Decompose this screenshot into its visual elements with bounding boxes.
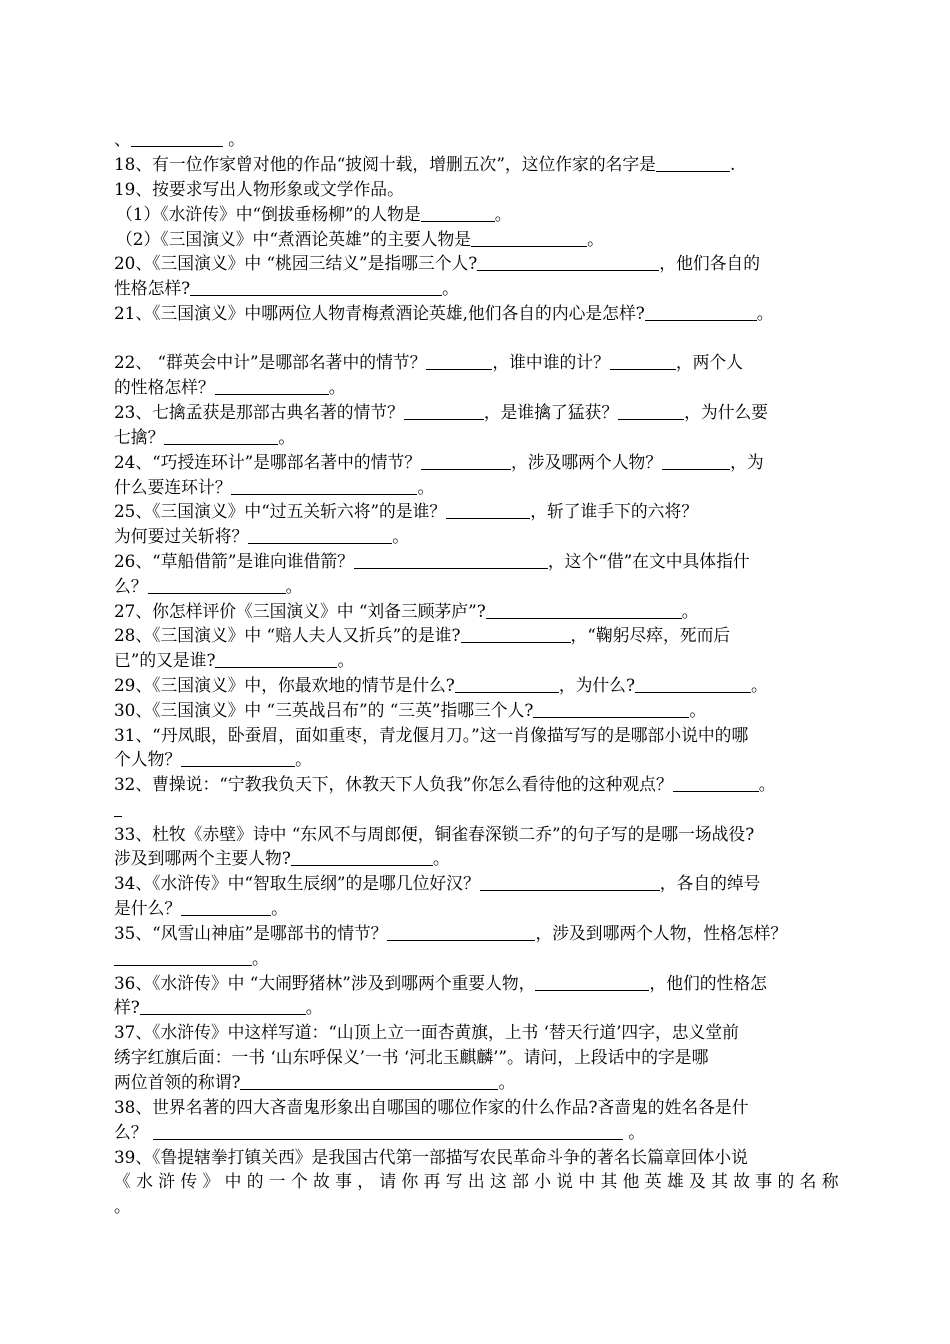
question-text: 19、按要求写出人物形象或文学作品。 bbox=[114, 179, 404, 199]
question-text: 。 bbox=[750, 675, 768, 695]
question-line bbox=[114, 746, 838, 772]
answer-blank[interactable] bbox=[645, 303, 757, 321]
answer-blank[interactable] bbox=[535, 973, 649, 991]
question-line bbox=[114, 349, 838, 375]
question-line bbox=[114, 622, 838, 648]
question-line bbox=[116, 226, 840, 252]
question-line bbox=[114, 548, 838, 574]
question-text: 样? bbox=[114, 997, 140, 1017]
question-line bbox=[114, 300, 838, 326]
question-line bbox=[114, 1193, 838, 1219]
answer-blank[interactable] bbox=[181, 749, 295, 767]
question-text: 18、有一位作家曾对他的作品“披阅十载，增删五次”，这位作家的名字是 bbox=[114, 154, 656, 174]
question-line bbox=[114, 970, 838, 996]
question-text: 为何要过关斩将？ bbox=[114, 526, 249, 546]
answer-blank[interactable] bbox=[240, 1072, 498, 1090]
question-line bbox=[114, 945, 838, 971]
question-line bbox=[114, 1044, 838, 1070]
answer-blank[interactable] bbox=[455, 675, 559, 693]
question-text: 38、世界名著的四大吝啬鬼形象出自哪国的哪位作家的什么作品?吝啬鬼的姓名各是什 bbox=[114, 1097, 749, 1117]
answer-blank[interactable] bbox=[131, 129, 223, 147]
answer-blank[interactable] bbox=[480, 873, 660, 891]
question-line bbox=[114, 1119, 838, 1145]
question-line bbox=[116, 201, 840, 227]
question-line bbox=[114, 1019, 838, 1045]
question-text: ，为什么? bbox=[558, 675, 635, 695]
answer-blank[interactable] bbox=[446, 501, 530, 519]
answer-blank[interactable] bbox=[215, 650, 337, 668]
question-text: 。 bbox=[305, 997, 323, 1017]
question-line bbox=[114, 672, 838, 698]
question-line bbox=[114, 250, 838, 276]
question-text: 什么要连环计？ bbox=[114, 477, 232, 497]
question-line bbox=[114, 573, 838, 599]
question-text: 30、《三国演义》中 “三英战吕布”的 “三英”指哪三个人? bbox=[114, 700, 534, 720]
question-text: ，是谁擒了猛获？ bbox=[483, 402, 619, 422]
answer-blank[interactable] bbox=[404, 402, 484, 420]
question-text: 34、《水浒传》中“智取生辰纲”的是哪几位好汉？ bbox=[114, 873, 480, 893]
question-line bbox=[114, 845, 838, 871]
question-text: ，“鞠躬尽瘁，死而后 bbox=[570, 625, 731, 645]
question-text: 20、《三国演义》中 “桃园三结义”是指哪三个人? bbox=[114, 253, 478, 273]
question-text: 。 bbox=[295, 749, 312, 769]
question-text: ，斩了谁手下的六将？ bbox=[530, 501, 699, 521]
question-line bbox=[114, 1144, 838, 1170]
question-text: 个人物？ bbox=[114, 749, 182, 769]
question-line bbox=[114, 647, 838, 673]
answer-blank[interactable] bbox=[662, 452, 730, 470]
question-text: 25、《三国演义》中“过五关斩六将”的是谁？ bbox=[114, 501, 447, 521]
question-text: ，各自的绰号 bbox=[659, 873, 761, 893]
question-line bbox=[114, 771, 862, 797]
question-text: 26、“草船借箭”是谁向谁借箭？ bbox=[114, 551, 354, 571]
question-line bbox=[114, 1094, 838, 1120]
question-text: 七擒？ bbox=[114, 427, 165, 447]
question-line bbox=[114, 1069, 838, 1095]
answer-blank[interactable] bbox=[148, 576, 286, 594]
question-line bbox=[114, 697, 838, 723]
question-line bbox=[114, 275, 838, 301]
question-text: 。 bbox=[328, 377, 346, 397]
question-text: 。 bbox=[417, 477, 435, 497]
question-text: 。 bbox=[681, 601, 699, 621]
question-text: 。 bbox=[337, 650, 355, 670]
question-line bbox=[114, 176, 838, 202]
question-text: 39、《鲁提辖拳打镇关西》是我国古代第一部描写农民革命斗争的著名长篇章回体小说 bbox=[114, 1147, 748, 1167]
answer-blank[interactable] bbox=[215, 377, 329, 395]
question-text: 29、《三国演义》中，你最欢地的情节是什么? bbox=[114, 675, 455, 695]
question-text: 么？ bbox=[114, 576, 148, 596]
question-text: 。 bbox=[442, 278, 459, 298]
question-line bbox=[114, 920, 862, 946]
question-text: 已”的又是谁? bbox=[114, 650, 216, 670]
question-text: 31、“丹凤眼，卧蚕眉，面如重枣，青龙偃月刀。”这一肖像描写写的是哪部小说中的哪 bbox=[114, 725, 749, 745]
question-line bbox=[114, 498, 838, 524]
question-line bbox=[114, 821, 838, 847]
question-text: 33、杜牧《赤壁》诗中 “东风不与周郎便，铜雀春深锁二乔”的句子写的是哪一场战役? bbox=[114, 824, 755, 844]
question-line bbox=[114, 994, 838, 1020]
question-text: ，为 bbox=[730, 452, 764, 472]
question-line bbox=[114, 1168, 838, 1194]
question-line bbox=[114, 722, 838, 748]
question-text: 。 bbox=[498, 1072, 516, 1092]
question-text: 么？ bbox=[114, 1122, 153, 1142]
question-line bbox=[114, 126, 838, 152]
answer-blank[interactable] bbox=[656, 154, 730, 172]
question-line bbox=[114, 424, 838, 450]
question-text: 是什么？ bbox=[114, 898, 182, 918]
question-text: ，两个人 bbox=[675, 352, 743, 372]
question-text: 。 bbox=[494, 204, 512, 224]
question-line bbox=[114, 151, 838, 177]
question-line bbox=[114, 870, 838, 896]
answer-blank[interactable] bbox=[181, 898, 271, 916]
answer-blank[interactable] bbox=[610, 352, 676, 370]
answer-blank[interactable] bbox=[354, 551, 548, 569]
question-line bbox=[114, 895, 838, 921]
question-text: ，涉及哪两个人物？ bbox=[511, 452, 663, 472]
question-line bbox=[114, 796, 838, 822]
answer-blank[interactable] bbox=[471, 229, 587, 247]
question-text: 绣字红旗后面：一书 ‘山东呼保义’一书 ‘河北玉麒麟’”。请问，上段话中的字是哪 bbox=[114, 1047, 709, 1067]
answer-blank[interactable] bbox=[673, 774, 759, 792]
question-line bbox=[114, 449, 838, 475]
answer-blank[interactable] bbox=[533, 700, 689, 718]
answer-blank[interactable] bbox=[421, 204, 495, 222]
question-text: ，涉及到哪两个人物，性格怎样？ bbox=[535, 923, 788, 943]
answer-blank[interactable] bbox=[477, 253, 659, 271]
question-text: 。 bbox=[758, 774, 776, 794]
answer-blank[interactable] bbox=[291, 848, 433, 866]
answer-blank[interactable] bbox=[635, 675, 751, 693]
question-text: 32、曹操说：“宁教我负天下，休教天下人负我”你怎么看待他的这种观点？ bbox=[114, 774, 673, 794]
question-text: 性格怎样? bbox=[114, 278, 191, 298]
answer-blank[interactable] bbox=[486, 601, 682, 619]
question-text: 22、 “群英会中计”是哪部名著中的情节？ bbox=[114, 352, 427, 372]
question-line bbox=[114, 399, 838, 425]
question-text: 。 bbox=[689, 700, 707, 720]
answer-blank[interactable] bbox=[426, 352, 492, 370]
question-text: 。 bbox=[278, 427, 296, 447]
question-line bbox=[114, 598, 838, 624]
question-text: ，为什么要 bbox=[684, 402, 769, 422]
question-text: 23、七擒孟获是那部古典名著的情节？ bbox=[114, 402, 404, 422]
answer-blank[interactable] bbox=[190, 278, 442, 296]
question-text: ，他们各自的 bbox=[659, 253, 760, 273]
question-text: 。 bbox=[271, 898, 288, 918]
answer-blank[interactable] bbox=[248, 526, 392, 544]
question-text: 。 bbox=[756, 303, 774, 323]
question-text: 36、《水浒传》中 “大闹野猪林”涉及到哪两个重要人物， bbox=[114, 973, 536, 993]
answer-blank[interactable] bbox=[164, 427, 278, 445]
answer-blank[interactable] bbox=[140, 997, 306, 1015]
question-text: 。 bbox=[114, 1196, 131, 1216]
question-text: 35、“风雪山神庙”是哪部书的情节？ bbox=[114, 923, 388, 943]
answer-blank[interactable] bbox=[114, 948, 252, 966]
question-text: 37、《水浒传》中这样写道：“山顶上立一面杏黄旗，上书 ‘替天行道’四字，忠义堂前 bbox=[114, 1022, 739, 1042]
answer-blank[interactable] bbox=[387, 923, 535, 941]
answer-blank[interactable] bbox=[153, 1122, 623, 1140]
question-text: （2）《三国演义》中“煮酒论英雄”的主要人物是 bbox=[116, 229, 472, 249]
answer-blank[interactable] bbox=[618, 402, 684, 420]
question-text: 21、《三国演义》中哪两位人物青梅煮酒论英雄,他们各自的内心是怎样? bbox=[114, 303, 645, 323]
question-text: 两位首领的称谓? bbox=[114, 1072, 241, 1092]
question-text: ，谁中谁的计？ bbox=[492, 352, 610, 372]
question-text: 。 bbox=[587, 229, 604, 249]
question-text: （1）《水浒传》中“倒拔垂杨柳”的人物是 bbox=[116, 204, 421, 224]
question-line bbox=[114, 374, 838, 400]
question-text: 。 bbox=[285, 576, 303, 596]
question-text: 28、《三国演义》中 “赔人夫人又折兵”的是谁? bbox=[114, 625, 461, 645]
question-text: 涉及到哪两个主要人物? bbox=[114, 848, 291, 868]
question-text: 。 bbox=[432, 848, 450, 868]
question-text: 。 bbox=[622, 1122, 646, 1142]
answer-blank[interactable] bbox=[231, 477, 417, 495]
question-text: . bbox=[729, 154, 736, 174]
answer-blank[interactable] bbox=[114, 799, 122, 817]
question-line bbox=[114, 523, 838, 549]
answer-blank[interactable] bbox=[461, 625, 571, 643]
question-text: 27、你怎样评价《三国演义》中 “刘备三顾茅庐”? bbox=[114, 601, 486, 621]
question-text: 。 bbox=[252, 948, 269, 968]
question-text: 的性格怎样？ bbox=[114, 377, 215, 397]
question-text: 。 bbox=[222, 129, 245, 149]
question-line bbox=[114, 474, 838, 500]
question-text: 、 bbox=[114, 129, 131, 149]
question-text: ，他们的性格怎 bbox=[649, 973, 767, 993]
question-text: 。 bbox=[392, 526, 410, 546]
question-text: 《 水 浒 传 》 中 的 一 个 故 事 ， 请 你 再 写 出 这 部 小 说 中 其 他 英 雄 及 其 故 事 的 名 称 bbox=[114, 1171, 839, 1191]
question-text: ，这个“借”在文中具体指什 bbox=[547, 551, 750, 571]
question-text: 24、“巧授连环计”是哪部名著中的情节？ bbox=[114, 452, 422, 472]
answer-blank[interactable] bbox=[421, 452, 511, 470]
